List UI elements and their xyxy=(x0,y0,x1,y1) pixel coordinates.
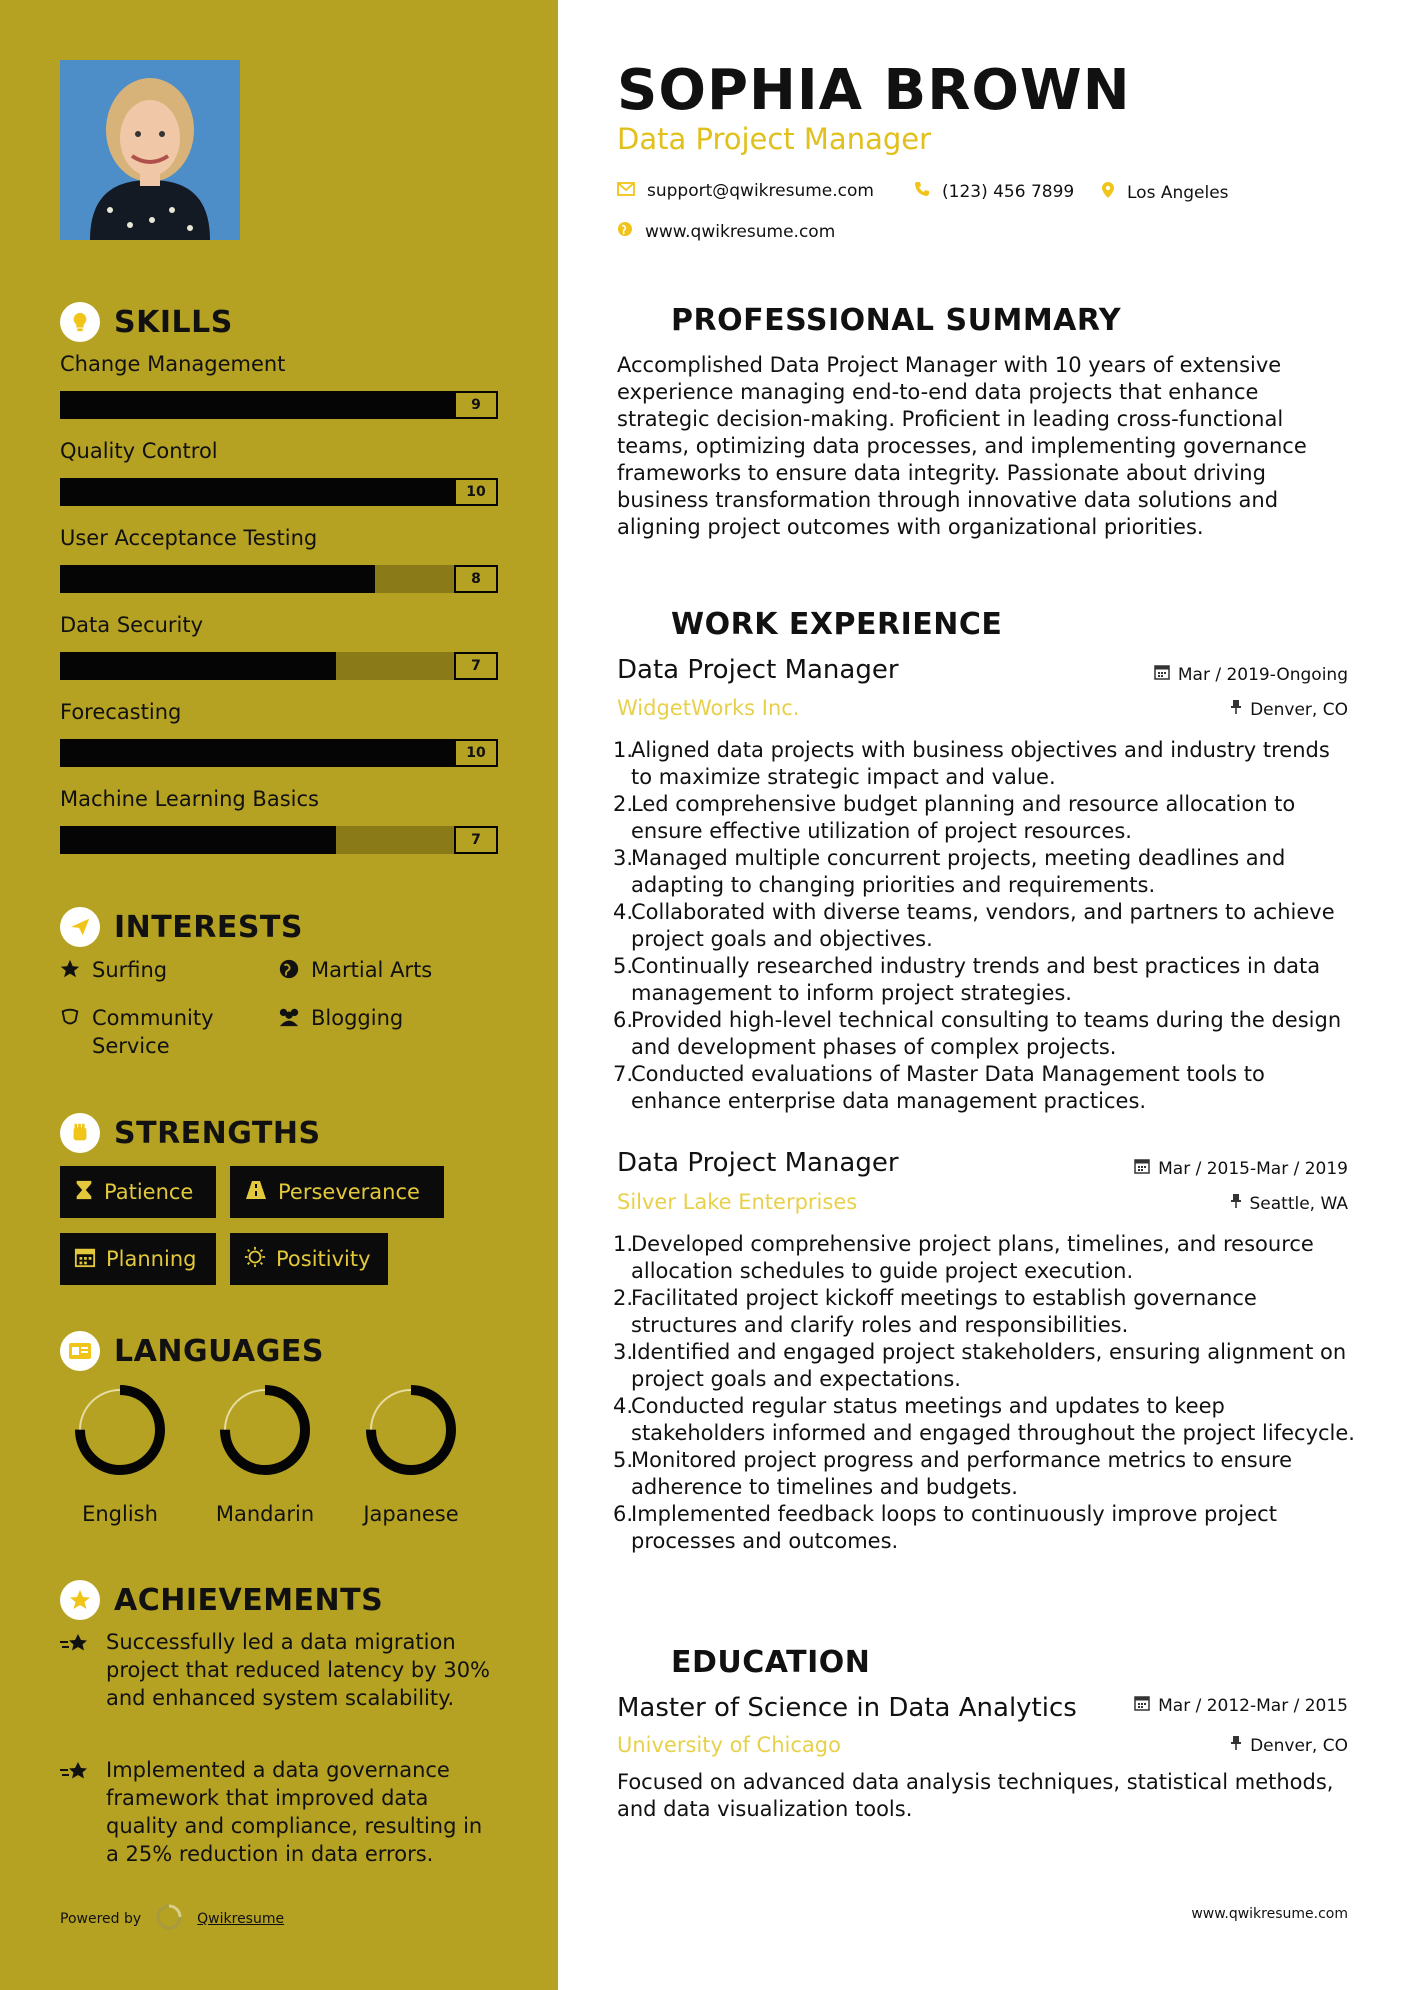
road-icon xyxy=(244,1179,268,1206)
language-ring xyxy=(225,1390,305,1470)
education-location-text: Denver, CO xyxy=(1250,1735,1348,1756)
summary-text: Accomplished Data Project Manager with 10 years of extensive experience managing end-to-end data projects that enhance strategic decision-making. Proficient in leading cross-functional teams, optimizing data processes, and implementing governance frameworks to ensure data integrity. Passionate about driving business transformation through innovative data solutions and aligning project outcomes with organizational priorities. xyxy=(617,353,1307,539)
list-text: Implemented feedback loops to continuously improve project processes and outcomes. xyxy=(631,1502,1277,1553)
skill-level: 8 xyxy=(454,565,498,593)
pushpin-icon xyxy=(1230,1193,1242,1214)
interest-label: Martial Arts xyxy=(311,958,433,982)
skill-level: 7 xyxy=(454,652,498,680)
candidate-name: SOPHIA BROWN xyxy=(617,58,1131,123)
education-title: EDUCATION xyxy=(671,1644,871,1680)
skill-level: 10 xyxy=(454,478,498,506)
summary-title: PROFESSIONAL SUMMARY xyxy=(671,302,1122,338)
job-bullets xyxy=(613,1231,1357,1555)
strength-positivity xyxy=(230,1233,388,1285)
powered-by-label: Powered by xyxy=(60,1911,142,1927)
contact-website xyxy=(617,221,835,242)
job-title: Data Project Manager xyxy=(617,655,899,685)
job-location-text: Denver, CO xyxy=(1250,699,1348,720)
list-item xyxy=(613,1447,1357,1501)
skill-level: 9 xyxy=(454,391,498,419)
job-company: Silver Lake Enterprises xyxy=(617,1190,858,1214)
strength-label: Planning xyxy=(106,1247,197,1271)
strength-label: Positivity xyxy=(276,1247,371,1271)
language-label-japanese: Japanese xyxy=(363,1502,459,1526)
globe-icon xyxy=(617,221,633,242)
strengths-title: STRENGTHS xyxy=(114,1115,321,1151)
skill-bar-fill xyxy=(60,565,375,593)
language-rings xyxy=(0,1380,500,1490)
skill-bar xyxy=(60,391,498,419)
education-location xyxy=(1230,1735,1348,1756)
job-dates-text: Mar / 2015-Mar / 2019 xyxy=(1158,1158,1348,1179)
phone-icon xyxy=(914,181,930,202)
user-icon xyxy=(617,300,657,340)
skill-label: User Acceptance Testing xyxy=(60,526,318,550)
list-text: Continually researched industry trends and best practices in data management to inform project strategies. xyxy=(631,954,1321,1005)
list-item xyxy=(613,1231,1357,1285)
list-number: 5. xyxy=(613,1448,634,1472)
list-number: 7. xyxy=(613,1062,634,1086)
skill-bar-fill xyxy=(60,652,336,680)
list-text: Conducted regular status meetings and updates to keep stakeholders informed and engaged throughout the project lifecycle. xyxy=(631,1394,1355,1445)
sun-icon xyxy=(244,1246,266,1273)
skill-label: Change Management xyxy=(60,352,286,376)
phone-text: (123) 456 7899 xyxy=(942,181,1075,202)
education-degree: Master of Science in Data Analytics xyxy=(617,1693,1077,1723)
job-title: Data Project Manager xyxy=(617,1148,899,1178)
skill-bar-fill xyxy=(60,826,336,854)
list-text: Conducted evaluations of Master Data Management tools to enhance enterprise data management practices. xyxy=(631,1062,1265,1113)
job-company: WidgetWorks Inc. xyxy=(617,696,800,720)
achievement-item xyxy=(60,1628,500,1712)
list-text: Managed multiple concurrent projects, meeting deadlines and adapting to changing priorities and requirements. xyxy=(631,846,1286,897)
skill-bar xyxy=(60,652,498,680)
languages-heading xyxy=(60,1331,324,1371)
users-icon xyxy=(277,1004,301,1032)
list-number: 6. xyxy=(613,1502,634,1526)
strength-patience xyxy=(60,1166,216,1218)
interests-title: INTERESTS xyxy=(114,909,303,945)
skills-title: SKILLS xyxy=(114,304,233,340)
list-item xyxy=(613,791,1357,845)
interests-heading xyxy=(60,907,303,947)
list-item xyxy=(613,1501,1357,1555)
achievement-text: Successfully led a data migration project that reduced latency by 30% and enhanced system scalability. xyxy=(106,1630,491,1710)
interest-item-community-service xyxy=(58,1004,258,1060)
education-school: University of Chicago xyxy=(617,1733,841,1757)
strengths-heading xyxy=(60,1113,321,1153)
shooting-star-icon xyxy=(60,1628,94,1712)
job-dates xyxy=(1154,664,1348,685)
interest-item-blogging xyxy=(277,1004,403,1032)
list-number: 1. xyxy=(613,1232,634,1256)
profile-photo xyxy=(60,60,240,240)
skill-bar-fill xyxy=(60,739,454,767)
achievements-title: ACHIEVEMENTS xyxy=(114,1582,384,1618)
graduate-icon xyxy=(617,1642,657,1682)
skill-level: 7 xyxy=(454,826,498,854)
education-heading xyxy=(617,1642,870,1682)
list-number: 1. xyxy=(613,738,634,762)
strength-label: Patience xyxy=(104,1180,194,1204)
list-item xyxy=(613,1061,1357,1115)
list-text: Collaborated with diverse teams, vendors, and partners to achieve project goals and objectives. xyxy=(631,900,1335,951)
job-location-text: Seattle, WA xyxy=(1249,1193,1348,1214)
list-number: 2. xyxy=(613,1286,634,1310)
skill-label: Quality Control xyxy=(60,439,218,463)
list-text: Monitored project progress and performance metrics to ensure adherence to timelines and budgets. xyxy=(631,1448,1293,1499)
strength-label: Perseverance xyxy=(278,1180,420,1204)
achievements-heading xyxy=(60,1580,383,1620)
list-item xyxy=(613,1285,1357,1339)
job-bullets xyxy=(613,737,1357,1115)
strength-perseverance xyxy=(230,1166,444,1218)
list-text: Developed comprehensive project plans, timelines, and resource allocation schedules to guide project execution. xyxy=(631,1232,1314,1283)
qwikresume-logo-icon xyxy=(155,1903,183,1935)
achievement-text: Implemented a data governance framework that improved data quality and compliance, resulting in a 25% reduction in data errors. xyxy=(106,1758,483,1866)
calendar-icon xyxy=(1134,1158,1150,1179)
hourglass-icon xyxy=(74,1179,94,1206)
language-ring xyxy=(371,1390,451,1470)
list-item xyxy=(613,953,1357,1007)
fist-icon xyxy=(60,1113,100,1153)
list-text: Aligned data projects with business objectives and industry trends to maximize strategic impact and value. xyxy=(631,738,1330,789)
skill-bar xyxy=(60,565,498,593)
job-dates-text: Mar / 2019-Ongoing xyxy=(1177,664,1348,685)
list-text: Led comprehensive budget planning and resource allocation to ensure effective utilization of project resources. xyxy=(631,792,1296,843)
skill-bar xyxy=(60,826,498,854)
contact-email xyxy=(617,181,874,201)
paper-plane-icon xyxy=(60,907,100,947)
skill-bar xyxy=(60,739,498,767)
interest-label: Community Service xyxy=(92,1006,214,1058)
job-dates xyxy=(1134,1158,1348,1179)
skill-bar-fill xyxy=(60,478,454,506)
language-ring xyxy=(80,1390,160,1470)
interest-item-surfing xyxy=(58,956,167,984)
language-card-icon xyxy=(60,1331,100,1371)
pushpin-icon xyxy=(1230,1735,1242,1756)
list-text: Provided high-level technical consulting to teams during the design and development phases of complex projects. xyxy=(631,1008,1342,1059)
lightbulb-icon xyxy=(60,302,100,342)
language-label-english: English xyxy=(82,1502,158,1526)
globe-icon xyxy=(277,956,301,984)
location-text: Los Angeles xyxy=(1127,182,1229,203)
interest-item-martial-arts xyxy=(277,956,432,984)
pushpin-icon xyxy=(1230,699,1242,720)
sidebar xyxy=(0,0,558,1990)
list-item xyxy=(613,737,1357,791)
candidate-role: Data Project Manager xyxy=(617,122,932,156)
list-number: 4. xyxy=(613,1394,634,1418)
skill-bar-fill xyxy=(60,391,454,419)
experience-heading xyxy=(617,604,1002,644)
skills-heading xyxy=(60,302,233,342)
calendar-icon xyxy=(1134,1695,1150,1716)
interest-label: Blogging xyxy=(311,1006,404,1030)
list-number: 3. xyxy=(613,1340,634,1364)
list-text: Identified and engaged project stakeholders, ensuring alignment on project goals and expectations. xyxy=(631,1340,1347,1391)
skill-label: Forecasting xyxy=(60,700,182,724)
languages-title: LANGUAGES xyxy=(114,1333,324,1369)
job-location xyxy=(1230,699,1348,720)
interest-label: Surfing xyxy=(92,958,168,982)
list-number: 3. xyxy=(613,846,634,870)
contact-location xyxy=(1101,181,1229,204)
contact-phone xyxy=(914,181,1074,202)
list-item xyxy=(613,1339,1357,1393)
list-item xyxy=(613,899,1357,953)
powered-by xyxy=(60,1903,284,1935)
envelope-icon xyxy=(617,181,635,201)
skill-label: Machine Learning Basics xyxy=(60,787,319,811)
education-dates-text: Mar / 2012-Mar / 2015 xyxy=(1158,1695,1348,1716)
experience-title: WORK EXPERIENCE xyxy=(671,606,1003,642)
achievement-item xyxy=(60,1756,500,1868)
footer-url[interactable]: www.qwikresume.com xyxy=(1191,1906,1348,1922)
summary-heading xyxy=(617,300,1121,340)
list-number: 6. xyxy=(613,1008,634,1032)
star-icon xyxy=(58,956,82,984)
briefcase-icon xyxy=(617,604,657,644)
strength-planning xyxy=(60,1233,216,1285)
list-number: 5. xyxy=(613,954,634,978)
job-location xyxy=(1230,1193,1349,1214)
shooting-star-icon xyxy=(60,1756,94,1868)
skill-bar xyxy=(60,478,498,506)
website-text[interactable]: www.qwikresume.com xyxy=(645,221,836,242)
star-badge-icon xyxy=(60,1580,100,1620)
list-text: Facilitated project kickoff meetings to establish governance structures and clarify roles and responsibilities. xyxy=(631,1286,1257,1337)
list-item xyxy=(613,1393,1357,1447)
powered-by-link[interactable]: Qwikresume xyxy=(197,1911,285,1927)
calendar-icon xyxy=(74,1246,96,1273)
skill-label: Data Security xyxy=(60,613,204,637)
list-number: 4. xyxy=(613,900,634,924)
list-item xyxy=(613,1007,1357,1061)
map-pin-icon xyxy=(1101,181,1115,204)
language-label-mandarin: Mandarin xyxy=(215,1502,315,1526)
heart-hand-icon xyxy=(58,1004,82,1060)
education-text: Focused on advanced data analysis techniques, statistical methods, and data visualization tools. xyxy=(617,1770,1334,1821)
calendar-icon xyxy=(1154,664,1170,685)
list-item xyxy=(613,845,1357,899)
email-text[interactable]: support@qwikresume.com xyxy=(647,181,874,201)
list-number: 2. xyxy=(613,792,634,816)
skill-level: 10 xyxy=(454,739,498,767)
education-dates xyxy=(1134,1695,1348,1716)
